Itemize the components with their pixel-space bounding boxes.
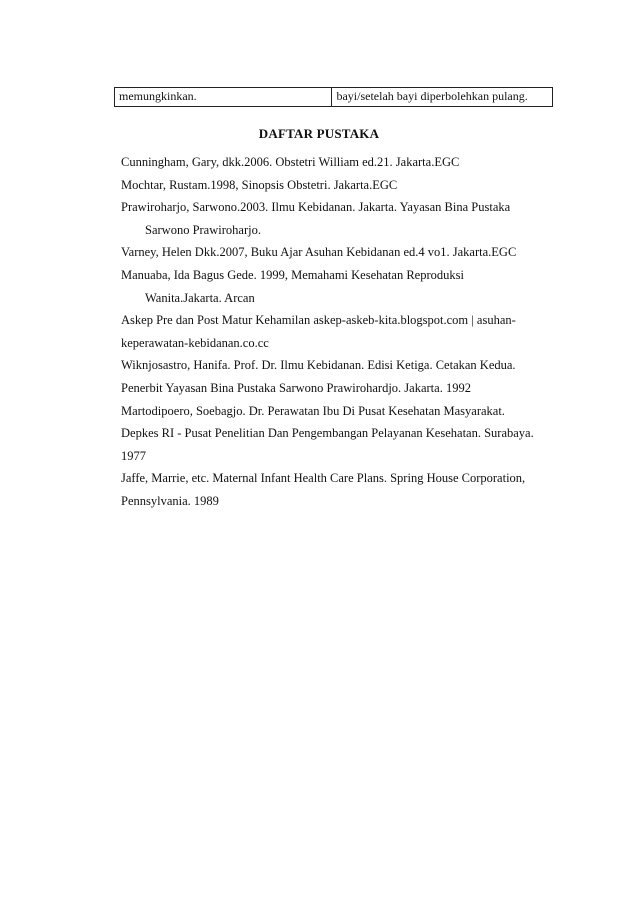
- reference-line: Manuaba, Ida Bagus Gede. 1999, Memahami Kesehatan Reproduksi: [121, 267, 464, 282]
- reference-line: Mochtar, Rustam.1998, Sinopsis Obstetri. Jakarta.EGC: [121, 177, 398, 192]
- table-row: [115, 88, 553, 107]
- reference-line: Jaffe, Marrie, etc. Maternal Infant Health Care Plans. Spring House Corporation,: [121, 471, 526, 486]
- reference-entry: [121, 400, 561, 423]
- reference-line: Pennsylvania. 1989: [121, 493, 219, 508]
- table-fragment: [114, 87, 553, 107]
- reference-entry: [121, 151, 561, 174]
- table-cell: bayi/setelah bayi diperbolehkan pulang.: [332, 88, 553, 107]
- reference-entry: [121, 196, 561, 241]
- reference-entry: [121, 264, 561, 309]
- section-title: DAFTAR PUSTAKA: [258, 126, 380, 141]
- reference-line: Depkes RI - Pusat Penelitian Dan Pengembangan Pelayanan Kesehatan. Surabaya.: [121, 426, 534, 441]
- reference-entry: [121, 309, 561, 354]
- reference-entry: [121, 422, 561, 467]
- table-cell: memungkinkan.: [115, 88, 332, 107]
- reference-entry: [121, 354, 561, 377]
- reference-line: 1977: [121, 448, 146, 463]
- reference-entry: [121, 174, 561, 197]
- reference-entry: [121, 241, 561, 264]
- reference-line: Askep Pre dan Post Matur Kehamilan askep-askeb-kita.blogspot.com | asuhan-: [121, 313, 516, 328]
- reference-line: Varney, Helen Dkk.2007, Buku Ajar Asuhan Kebidanan ed.4 vo1. Jakarta.EGC: [121, 245, 517, 260]
- reference-line: Wiknjosastro, Hanifa. Prof. Dr. Ilmu Kebidanan. Edisi Ketiga. Cetakan Kedua.: [121, 358, 516, 373]
- reference-entry: [121, 467, 561, 512]
- reference-line: Cunningham, Gary, dkk.2006. Obstetri William ed.21. Jakarta.EGC: [121, 155, 460, 169]
- reference-list: [121, 151, 561, 513]
- reference-line: keperawatan-kebidanan.co.cc: [121, 335, 269, 350]
- reference-entry: [121, 377, 561, 400]
- reference-line: Prawiroharjo, Sarwono.2003. Ilmu Kebidanan. Jakarta. Yayasan Bina Pustaka: [121, 200, 511, 215]
- reference-line: Sarwono Prawiroharjo.: [145, 222, 261, 237]
- reference-line: Penerbit Yayasan Bina Pustaka Sarwono Prawirohardjo. Jakarta. 1992: [121, 380, 471, 395]
- reference-line: Wanita.Jakarta. Arcan: [145, 290, 255, 305]
- reference-line: Martodipoero, Soebagjo. Dr. Perawatan Ibu Di Pusat Kesehatan Masyarakat.: [121, 403, 505, 418]
